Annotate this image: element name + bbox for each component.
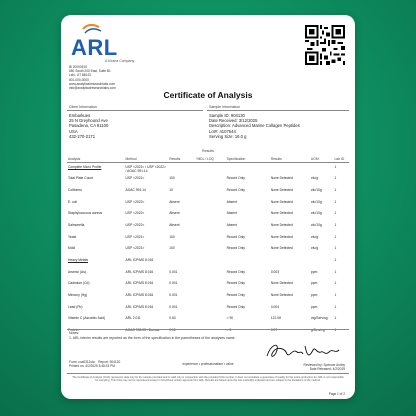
lab-id-cell: 1 <box>334 234 337 239</box>
result-cell: None Detected <box>270 199 293 204</box>
column-header: Specification <box>226 156 270 163</box>
lab-id-cell: 1 <box>334 246 337 251</box>
lab-id-cell: 1 <box>334 258 337 262</box>
uom-cell: mg/Serving <box>310 316 328 321</box>
loq-cell <box>195 221 225 233</box>
specification-cell: Record Only <box>226 246 245 251</box>
result-cell: None Detected <box>270 234 293 239</box>
specification-cell: Record Only <box>226 304 245 309</box>
table-row <box>67 268 349 280</box>
mdl-cell: 0.001 <box>169 304 178 309</box>
analysis-cell: Arsenic (As) <box>68 269 86 274</box>
uom-cell <box>310 257 334 269</box>
method-cell: ARL 2.011 <box>125 316 141 321</box>
specification-cell: Record Only <box>226 187 245 192</box>
lab-id-cell: 1 <box>334 211 337 216</box>
result-cell: None Detected <box>270 246 293 251</box>
table-row <box>67 315 349 327</box>
printed-date: Printed on: 4/2/2025 5:48:33 PM <box>69 364 115 369</box>
method-cell: USP <2022> <box>125 222 145 227</box>
analysis-cell: E. coli <box>68 199 77 204</box>
uom-cell: ppm <box>310 269 318 274</box>
page-number: Page 1 of 2 <box>328 392 345 396</box>
analysis-cell: Complete Micro Profile <box>68 164 102 169</box>
specification-cell: Record Only <box>226 234 245 239</box>
loq-cell <box>195 210 225 222</box>
lab-id-cell: 1 <box>334 328 337 333</box>
signature-info <box>304 363 345 372</box>
loq-cell <box>195 198 225 210</box>
signature-icon <box>263 340 343 362</box>
divider <box>207 110 349 111</box>
results-table <box>67 156 349 338</box>
notes: Notes: 1. ARL interim results are reported as the form of the specification in the parentheses of the analyses name. <box>69 331 236 340</box>
specification-cell <box>226 163 270 175</box>
loq-cell <box>195 163 225 175</box>
result-cell: 0.97 <box>270 328 278 333</box>
table-row <box>67 210 349 222</box>
logo-text: ARL <box>71 35 118 60</box>
mdl-cell: 0.001 <box>169 269 178 274</box>
specification-cell <box>226 257 270 269</box>
method-cell: ARL ICP/MS 8.016 <box>125 269 154 274</box>
loq-cell <box>195 315 225 327</box>
column-header: Results <box>270 156 310 163</box>
uom-cell: cfu/10g <box>310 222 322 227</box>
method-cell: USP <2021> <box>125 176 145 181</box>
table-row <box>67 303 349 315</box>
logo-subtitle: A Kirana Company <box>105 59 135 63</box>
method-cell: ARL ICP/MS 8.016 <box>125 304 154 309</box>
specification-cell: Record Only <box>226 176 245 181</box>
method-cell: ARL ICP/MS 8.016 <box>125 293 154 298</box>
mdl-cell: 0.53 <box>169 316 176 321</box>
method-cell: USP <2021> <box>125 234 145 239</box>
client-info: Embarkues 25 N Greyhound Ave Pasadena, CA 91100 USA 432-270-2171 <box>69 113 109 139</box>
result-cell: None Detected <box>270 176 293 181</box>
uom-cell: cfu/g <box>310 176 319 181</box>
lab-id-cell: 1 <box>334 293 337 298</box>
column-header: Analysis <box>67 156 125 163</box>
uom-cell: cfu/g <box>310 246 319 251</box>
certificate-document <box>61 15 355 399</box>
loq-cell <box>195 280 225 292</box>
result-cell <box>270 163 310 175</box>
uom-cell: ppm <box>310 293 318 298</box>
release-date: Date Released: 4/2/2025 <box>309 367 345 372</box>
mdl-cell: 100 <box>169 246 175 251</box>
uom-cell: g/Serving <box>310 328 325 333</box>
divider <box>67 373 349 374</box>
method-cell: AOAC 998.03 - Dumas <box>125 328 160 333</box>
method-cell: AOAC 991.14 <box>125 187 146 192</box>
analysis-cell: Staphylococcus aureus <box>68 211 103 216</box>
column-header: *MDL / LOQ <box>195 156 225 163</box>
loq-cell <box>195 233 225 245</box>
table-row <box>67 292 349 304</box>
specification-cell: Record Only <box>226 269 245 274</box>
lab-id-cell: 1 <box>334 187 337 192</box>
result-cell: None Detected <box>270 281 293 286</box>
column-header: Lab ID <box>334 156 349 163</box>
lab-id-cell: 1 <box>334 222 337 227</box>
specification-cell: > 90 <box>226 316 234 321</box>
analysis-cell: Cadmium (Cd) <box>68 281 90 286</box>
uom-cell: cfu/g <box>310 234 319 239</box>
result-cell: None Detected <box>270 293 293 298</box>
uom-cell <box>310 163 334 175</box>
analysis-cell: Protein <box>68 328 79 333</box>
table-row <box>67 186 349 198</box>
analysis-cell: Mercury (Hg) <box>68 293 88 298</box>
document-title: Certificate of Analysis <box>163 90 253 100</box>
mdl-cell: 0.001 <box>169 281 178 286</box>
uom-cell: ppm <box>310 304 318 309</box>
specification-cell: Absent <box>226 222 237 227</box>
column-header: Results <box>168 156 195 163</box>
uom-cell: cfu/10g <box>310 199 322 204</box>
method-cell: USP <2021> <box>125 246 145 251</box>
table-row <box>67 175 349 187</box>
analysis-cell: Coliforms <box>68 187 82 192</box>
analysis-cell: Lead (Pb) <box>68 304 83 309</box>
table-row <box>67 221 349 233</box>
method-cell: USP <2022> <box>125 199 145 204</box>
mdl-cell: Absent <box>169 222 180 227</box>
form-id: Form: coa0312ola <box>69 360 95 364</box>
specification-cell: Absent <box>226 211 237 216</box>
analysis-cell: Total Plate Count <box>68 176 94 181</box>
lab-id-cell: 1 <box>334 164 337 169</box>
footer-tagline: experience • professionalism • value <box>182 362 234 366</box>
analysis-cell: Mold <box>68 246 76 251</box>
uom-cell: ppm <box>310 281 318 286</box>
divider <box>67 110 203 111</box>
mdl-cell: Absent <box>169 211 180 216</box>
specification-cell: Record Only <box>226 281 245 286</box>
loq-cell <box>195 175 225 187</box>
lab-id-cell: 1 <box>334 269 337 274</box>
loq-cell <box>195 292 225 304</box>
table-row <box>67 245 349 257</box>
table-row <box>67 198 349 210</box>
mdl-cell: 0.001 <box>169 293 178 298</box>
method-cell: USP <2022> <box>125 211 145 216</box>
result-cell: 0.004 <box>270 304 280 309</box>
mdl-cell <box>168 163 195 175</box>
uom-cell: cfu/10g <box>310 187 322 192</box>
divider <box>67 329 349 330</box>
sample-info-heading: Sample Information <box>209 105 241 109</box>
loq-cell <box>195 186 225 198</box>
lab-id-cell: 1 <box>334 281 337 286</box>
client-info-heading: Client Information <box>69 105 98 109</box>
lab-id-cell: 1 <box>334 304 337 309</box>
analysis-cell: Heavy Metals <box>68 258 88 262</box>
table-row <box>67 233 349 245</box>
uom-cell: cfu/10g <box>310 211 322 216</box>
result-cell: None Detected <box>270 222 293 227</box>
mdl-cell: 100 <box>169 176 175 181</box>
specification-cell: > 5 <box>226 328 232 333</box>
table-row <box>67 257 349 269</box>
specification-cell: Absent <box>226 199 237 204</box>
result-cell: 122.08 <box>270 316 281 321</box>
method-cell: ARL ICP/MS 8.016 <box>125 258 154 262</box>
result-cell: 0.003 <box>270 269 280 274</box>
column-header: Method <box>125 156 169 163</box>
results-heading: Results <box>202 149 214 153</box>
reviewer: Reviewed by: Spencer Ashby <box>303 363 345 367</box>
sample-info: Sample ID: 904130 Date Received: 3/12/2025 Description: Advanced Marine Collagen Peptides Lot#: 4107544 Serving Size: 16.0 g <box>209 113 300 139</box>
method-cell: USP <2021> / USP <2022> / AOAC 991.14 <box>125 164 166 173</box>
loq-cell <box>195 268 225 280</box>
analysis-cell: Yeast <box>68 234 77 239</box>
loq-cell <box>195 257 225 269</box>
lab-id-cell: 1 <box>334 176 337 181</box>
disclaimer: The Certificate of Analysis (COA) represents data only for the sample provided and is valid only in conjunction with the provided COA number. It does not constitute a guarantee of quality for the entire production lot. ARL is not responsible for sampling. This COA may not be reproduced except in full without written approval from ARL. Results are based upon the test method(s) indicated and are subject to the limitations of the method. <box>72 376 344 383</box>
qr-code-icon[interactable] <box>305 25 345 65</box>
analysis-cell: Vitamin C (Ascorbic Acid) <box>68 316 106 321</box>
specification-cell: Record Only <box>226 293 245 298</box>
result-cell: None Detected <box>270 211 293 216</box>
column-header: UOM <box>310 156 334 163</box>
report-id: Report: 904130 <box>98 360 121 364</box>
lab-address: Bl 20000515 650 South 200 East, Suite B1 Lehi, UT 84043 801-000-0000 www.analyticalresearchlabs.com info@analyticalresearchlabs.com <box>69 65 116 91</box>
mdl-cell <box>168 257 195 269</box>
mdl-cell: 10 <box>169 187 173 192</box>
lab-id-cell: 1 <box>334 316 337 321</box>
mdl-cell: Absent <box>169 199 180 204</box>
loq-cell <box>195 245 225 257</box>
method-cell: ARL ICP/MS 8.016 <box>125 281 154 286</box>
result-cell <box>270 257 310 269</box>
table-row <box>67 280 349 292</box>
lab-id-cell: 1 <box>334 199 337 204</box>
mdl-cell: 100 <box>169 234 175 239</box>
result-cell: None Detected <box>270 187 293 192</box>
table-row <box>67 163 349 175</box>
analysis-cell: Salmonella <box>68 222 85 227</box>
mdl-cell: 0.15 <box>169 328 176 333</box>
loq-cell <box>195 303 225 315</box>
